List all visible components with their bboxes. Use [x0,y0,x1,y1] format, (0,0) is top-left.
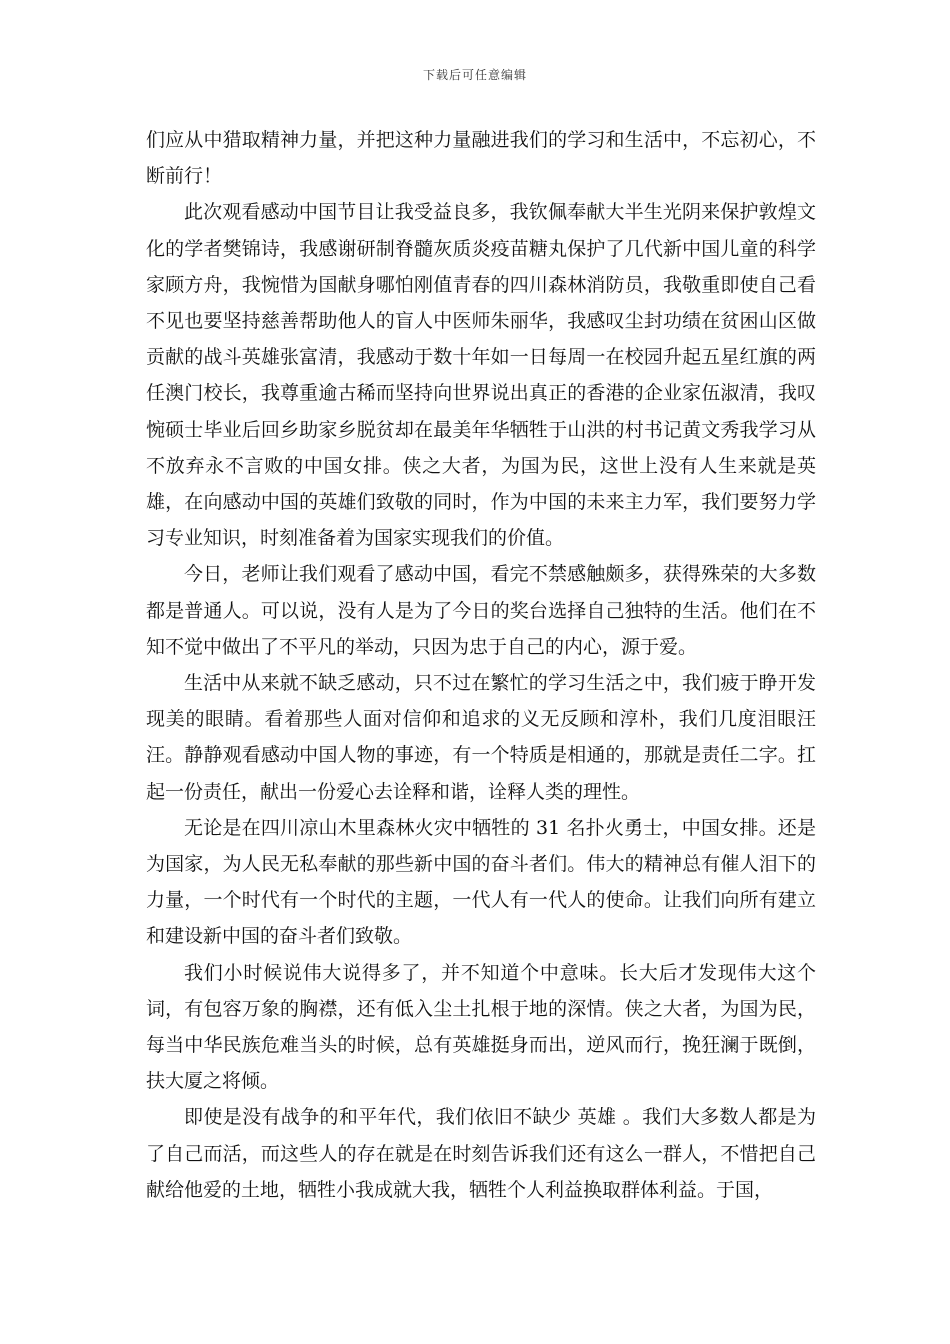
paragraph-ordinary-people: 今日，老师让我们观看了感动中国，看完不禁感触颇多，获得殊荣的大多数都是普通人。可以说，没有人是为了今日的奖台选择自己独特的生活。他们在不知不觉中做出了不平凡的举动，只因为忠于自己的内心，源于爱。 [146,563,816,658]
paragraph-greatness: 我们小时候说伟大说得多了，并不知道个中意味。长大后才发现伟大这个词，有包容万象的胸襟，还有低入尘土扎根于地的深情。侠之大者，为国为民，每当中华民族危难当头的时候，总有英雄挺身而出，逆风而行，挽狂澜于既倒，扶大厦之将倾。 [146,961,816,1093]
paragraph-heroes-list: 此次观看感动中国节目让我受益良多，我钦佩奉献大半生光阴来保护敦煌文化的学者樊锦诗，我感谢研制脊髓灰质炎疫苗糖丸保护了几代新中国儿童的科学家顾方舟，我惋惜为国献身哪怕刚值青春的四川森林消防员，我敬重即使自己看不见也要坚持慈善帮助他人的盲人中医师朱丽华，我感叹尘封功绩在贫困山区做贡献的战斗英雄张富清，我感动于数十年如一日每周一在校园升起五星红旗的两任澳门校长，我尊重逾古稀而坚持向世界说出真正的香港的企业家伍淑清，我叹惋硕士毕业后回乡助家乡脱贫却在最美年华牺牲于山洪的村书记黄文秀我学习从不放弃永不言败的中国女排。侠之大者，为国为民，这世上没有人生来就是英雄，在向感动中国的英雄们致敬的同时，作为中国的未来主力军，我们要努力学习专业知识，时刻准备着为国家实现我们的价值。 [146,201,816,550]
document-body [146,122,816,1208]
paragraph-responsibility: 生活中从来就不缺乏感动，只不过在繁忙的学习生活之中，我们疲于睁开发现美的眼睛。看着那些人面对信仰和追求的义无反顾和淳朴，我们几度泪眼汪汪。静静观看感动中国人物的事迹，有一个特质是相通的，那就是责任二字。扛起一份责任，献出一份爱心去诠释和谐，诠释人类的理性。 [146,672,816,803]
paragraph-continuation: 们应从中猎取精神力量，并把这种力量融进我们的学习和生活中，不忘初心，不断前行！ [146,129,816,188]
header-note: 下载后可任意编辑 [422,68,527,82]
paragraph-peacetime-heroes: 即使是没有战争的和平年代，我们依旧不缺少 英雄 。我们大多数人都是为了自己而活，而这些人的存在就是在时刻告诉我们还有这么一群人，不惜把自己献给他爱的土地，牺牲小我成就大我，牺牲个人利益换取群体利益。于国， [146,1106,816,1201]
paragraph-firefighters: 无论是在四川凉山木里森林火灾中牺牲的 31 名扑火勇士，中国女排。还是为国家，为人民无私奉献的那些新中国的奋斗者们。伟大的精神总有催人泪下的力量，一个时代有一个时代的主题，一代人有一代人的使命。让我们向所有建立和建设新中国的奋斗者们致敬。 [146,816,816,948]
